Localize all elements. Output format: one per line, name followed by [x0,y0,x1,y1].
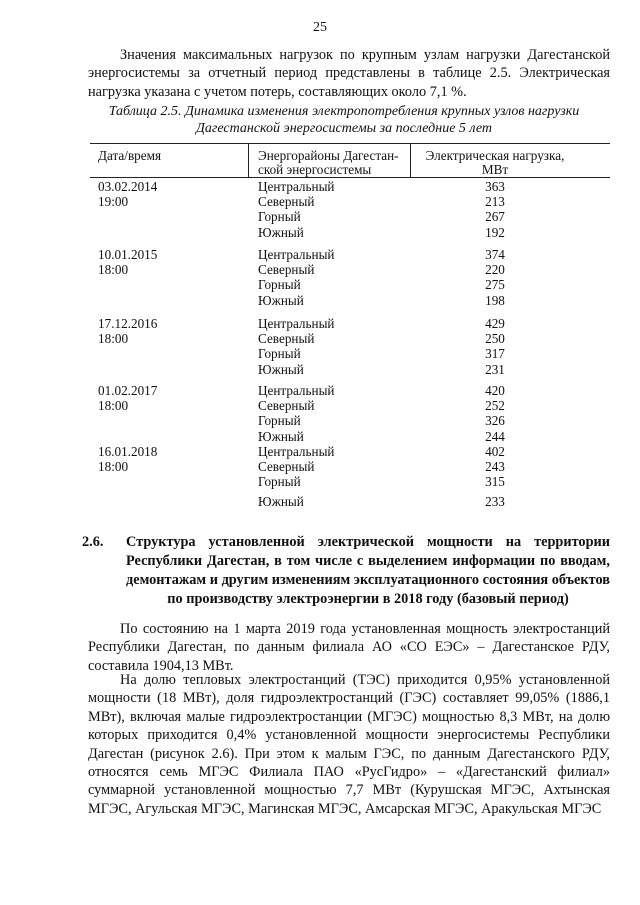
group-time: 18:00 [98,459,129,474]
load-value-cell: 420 [485,383,505,398]
table-header [90,143,610,178]
load-value-cell: 402 [485,444,505,459]
table-row [90,293,610,308]
load-value-cell: 250 [485,331,505,347]
header-divider [248,144,249,177]
region-cell: Центральный [258,247,335,262]
group-date: 17.12.2016 [98,316,158,331]
group-time: 18:00 [98,331,129,346]
region-cell: Северный [258,331,315,347]
load-value-cell: 231 [485,361,505,377]
header-region-line2: ской энергосистемы [258,162,372,177]
table-group [90,179,610,240]
table-row [90,413,610,428]
region-cell: Южный [258,428,304,444]
region-cell: Центральный [258,316,335,331]
table-row [90,247,610,262]
load-value-cell: 243 [485,459,505,475]
region-cell: Горный [258,474,301,490]
load-value-cell: 213 [485,194,505,210]
table-row [90,490,610,508]
table-row [90,459,610,474]
table-row [90,398,610,413]
load-value-cell: 429 [485,316,505,331]
group-date: 01.02.2017 [98,383,158,398]
section-title: Структура установленной электрической мощности на территории Республики Дагестан, в том числе с выделением информации по вводам, демонтажам и другим изменениям эксплуатационного состояния объектов по производству электроэнергии в 2018 году (базовый период) [126,534,610,607]
region-cell: Южный [258,493,304,509]
region-cell: Южный [258,361,304,377]
section-heading [82,533,610,609]
region-cell: Северный [258,262,315,278]
table-row [90,179,610,194]
load-value-cell: 363 [485,179,505,194]
region-cell: Горный [258,346,301,362]
group-time: 18:00 [98,398,129,413]
region-cell: Центральный [258,444,335,459]
group-date: 10.01.2015 [98,247,158,262]
group-time: 19:00 [98,194,129,209]
region-cell: Южный [258,292,304,308]
table-row [90,346,610,361]
table-row [90,444,610,459]
region-cell: Центральный [258,179,335,194]
load-value-cell: 374 [485,247,505,262]
region-cell: Центральный [258,383,335,398]
table-group [90,383,610,444]
header-load-line2: МВт [481,162,509,177]
table-group [90,444,610,508]
header-divider [410,144,411,177]
region-cell: Горный [258,277,301,293]
table-row [90,331,610,346]
table-row [90,474,610,489]
load-value-cell: 244 [485,428,505,444]
load-table [90,143,610,509]
load-value-cell: 198 [485,292,505,308]
header-region-line1: Энергорайоны Дагестан- [258,148,399,163]
region-cell: Северный [258,398,315,414]
header-load [420,149,570,177]
load-value-cell: 275 [485,277,505,293]
group-time: 18:00 [98,262,129,277]
table-row [90,316,610,331]
region-cell: Горный [258,413,301,429]
group-date: 16.01.2018 [98,444,158,459]
paragraph-capacity-structure: На долю тепловых электростанций (ТЭС) приходится 0,95% установленной мощности (18 МВт), доля гидроэлектростанций (ГЭС) составляет 99,05% (1886,1 МВт), включая малые гидроэлектростанции (МГЭС) мощностью 8,3 МВт, на долю которых приходится 0,4% установленной мощности энергосистемы Республики Дагестан (рисунок 2.6). При этом к малым ГЭС, по данным Дагестанского РДУ, относятся семь МГЭС Филиала ПАО «РусГидро» – «Дагестанский филиал» суммарной установленной мощностью 7,7 МВт (Курушская МГЭС, Ахтынская МГЭС, Агульская МГЭС, Магинская МГЭС, Амсарская МГЭС, Аракульская МГЭС [88,672,610,817]
table-row [90,194,610,209]
load-value-cell: 220 [485,262,505,278]
header-load-line1: Электрическая нагрузка, [425,148,565,163]
section-number: 2.6. [82,534,104,550]
table-row [90,362,610,377]
region-cell: Южный [258,224,304,240]
table-row [90,429,610,444]
load-value-cell: 233 [485,493,505,509]
group-date: 03.02.2014 [98,179,158,194]
load-value-cell: 252 [485,398,505,414]
table-caption: Таблица 2.5. Динамика изменения электропотребления крупных узлов нагрузки Дагестанской энергосистемы за последние 5 лет [108,104,580,136]
page-number: 25 [313,20,327,35]
region-cell: Северный [258,459,315,475]
intro-paragraph: Значения максимальных нагрузок по крупным узлам нагрузки Дагестанской энергосистемы за отчетный период представлены в таблице 2.5. Электрическая нагрузка указана с учетом потерь, составляющих около 7,1 %. [88,47,610,100]
paragraph-installed-capacity: По состоянию на 1 марта 2019 года установленная мощность электростанций Республики Дагестан, по данным филиала АО «СО ЕЭС» – Дагестанское РДУ, составила 1904,13 МВт. [88,621,610,674]
load-value-cell: 317 [485,346,505,362]
region-cell: Северный [258,194,315,210]
table-row [90,225,610,240]
table-group [90,247,610,308]
load-value-cell: 267 [485,209,505,225]
table-row [90,383,610,398]
header-region [258,149,408,177]
table-row [90,209,610,224]
load-value-cell: 315 [485,474,505,490]
load-value-cell: 192 [485,224,505,240]
table-row [90,277,610,292]
header-date: Дата/время [98,148,162,163]
load-value-cell: 326 [485,413,505,429]
table-group [90,316,610,377]
region-cell: Горный [258,209,301,225]
table-row [90,262,610,277]
